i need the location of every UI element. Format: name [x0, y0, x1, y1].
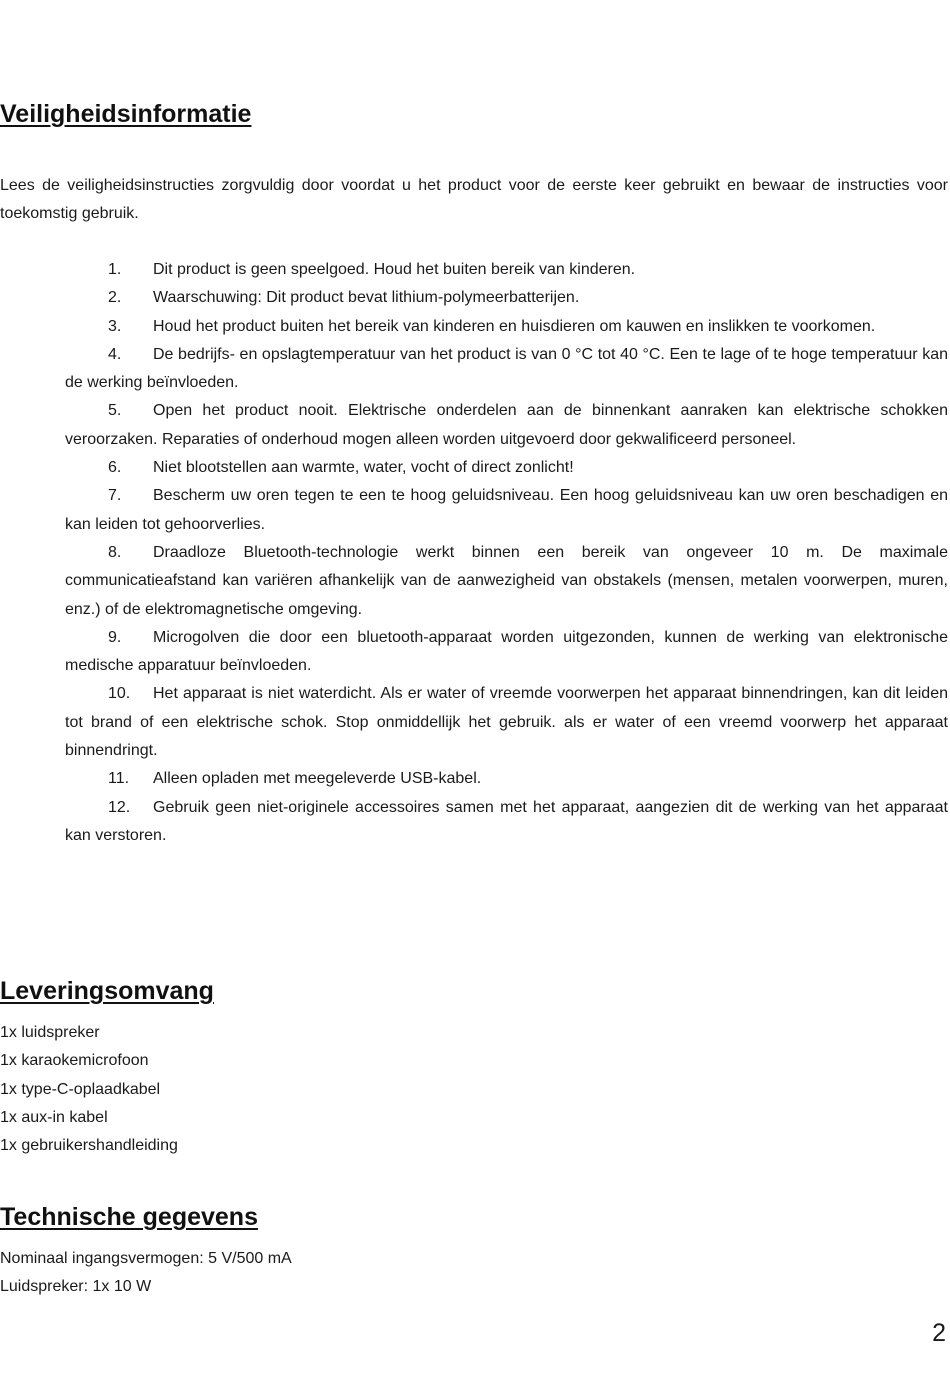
tech-item: Luidspreker: 1x 10 W: [0, 1278, 152, 1296]
safety-item-number: 5.: [108, 402, 122, 420]
safety-item-number: 3.: [108, 317, 122, 335]
safety-item: [65, 284, 948, 312]
safety-item: [65, 482, 948, 539]
safety-item-text: Niet blootstellen aan warmte, water, vocht of direct zonlicht!: [153, 459, 574, 477]
safety-item: [65, 680, 948, 765]
safety-item-text: Open het product nooit. Elektrische onderdelen aan de binnenkant aanraken kan elektrische schokken veroorzaken. Reparaties of onderhoud mogen alleen worden uitgevoerd door gekwalificeerd personeel.: [65, 402, 948, 448]
safety-item: [65, 624, 948, 681]
safety-item-number: 2.: [108, 289, 122, 307]
safety-item-number: 9.: [108, 628, 122, 646]
safety-list: [0, 256, 948, 850]
tech-item: Nominaal ingangsvermogen: 5 V/500 mA: [0, 1250, 292, 1267]
safety-item: [65, 454, 948, 482]
safety-item-text: Waarschuwing: Dit product bevat lithium-polymeerbatterijen.: [153, 289, 580, 307]
delivery-item: 1x karaokemicrofoon: [0, 1052, 149, 1070]
safety-item-text: Bescherm uw oren tegen te een te hoog geluidsniveau. Een hoog geluidsniveau kan uw oren beschadigen en kan leiden tot gehoorverlies.: [65, 487, 948, 533]
delivery-heading: Leveringsomvang: [0, 977, 214, 1005]
safety-intro: Lees de veiligheidsinstructies zorgvuldig door voordat u het product voor de eerste keer gebruikt en bewaar de instructies voor toekomstig gebruik.: [0, 177, 948, 223]
safety-item-text: Dit product is geen speelgoed. Houd het buiten bereik van kinderen.: [153, 261, 636, 278]
delivery-item: 1x gebruikershandleiding: [0, 1137, 178, 1155]
safety-item-text: Gebruik geen niet-originele accessoires samen met het apparaat, aangezien dit de werking van het apparaat kan verstoren.: [65, 798, 948, 844]
tech-heading: Technische gegevens: [0, 1203, 258, 1231]
safety-item: [65, 397, 948, 454]
safety-item-number: 6.: [108, 459, 122, 477]
delivery-item: 1x luidspreker: [0, 1024, 100, 1041]
safety-item-number: 11.: [108, 770, 130, 788]
delivery-item: 1x aux-in kabel: [0, 1108, 108, 1126]
safety-item-text: Het apparaat is niet waterdicht. Als er water of vreemde voorwerpen het apparaat binnendringen, kan dit leiden tot brand of een elektrische schok. Stop onmiddellijk het gebruik. als er water of een vreemd voorwerp het apparaat binnendringt.: [65, 685, 948, 760]
delivery-list: [0, 1019, 178, 1160]
safety-item: [65, 765, 948, 793]
safety-item-number: 10.: [108, 685, 131, 703]
safety-item: [65, 539, 948, 624]
safety-item-number: 4.: [108, 345, 122, 363]
tech-list: [0, 1245, 292, 1302]
safety-item-text: Houd het product buiten het bereik van kinderen en huisdieren om kauwen en inslikken te voorkomen.: [153, 317, 876, 335]
delivery-item: 1x type-C-oplaadkabel: [0, 1080, 161, 1098]
safety-item-number: 1.: [108, 261, 122, 278]
safety-item: [65, 794, 948, 851]
safety-item: [65, 341, 948, 398]
safety-item-text: De bedrijfs- en opslagtemperatuur van het product is van 0 °C tot 40 °C. Een te lage of te hoge temperatuur kan de werking beïnvloeden.: [65, 345, 948, 392]
safety-item: [65, 313, 948, 341]
safety-item: [65, 256, 948, 284]
safety-item-number: 12.: [108, 798, 131, 816]
safety-item-number: 7.: [108, 487, 122, 505]
page-number: 2: [932, 1319, 946, 1347]
safety-item-number: 8.: [108, 543, 122, 561]
safety-item-text: Alleen opladen met meegeleverde USB-kabel.: [153, 770, 482, 788]
safety-heading: Veiligheidsinformatie: [0, 100, 252, 128]
safety-item-text: Microgolven die door een bluetooth-apparaat worden uitgezonden, kunnen de werking van elektronische medische apparatuur beïnvloeden.: [65, 628, 948, 675]
safety-item-text: Draadloze Bluetooth-technologie werkt binnen een bereik van ongeveer 10 m. De maximale communicatieafstand kan variëren afhankelijk van de aanwezigheid van obstakels (mensen, metalen voorwerpen, muren, enz.) of de elektromagnetische omgeving.: [65, 543, 948, 618]
